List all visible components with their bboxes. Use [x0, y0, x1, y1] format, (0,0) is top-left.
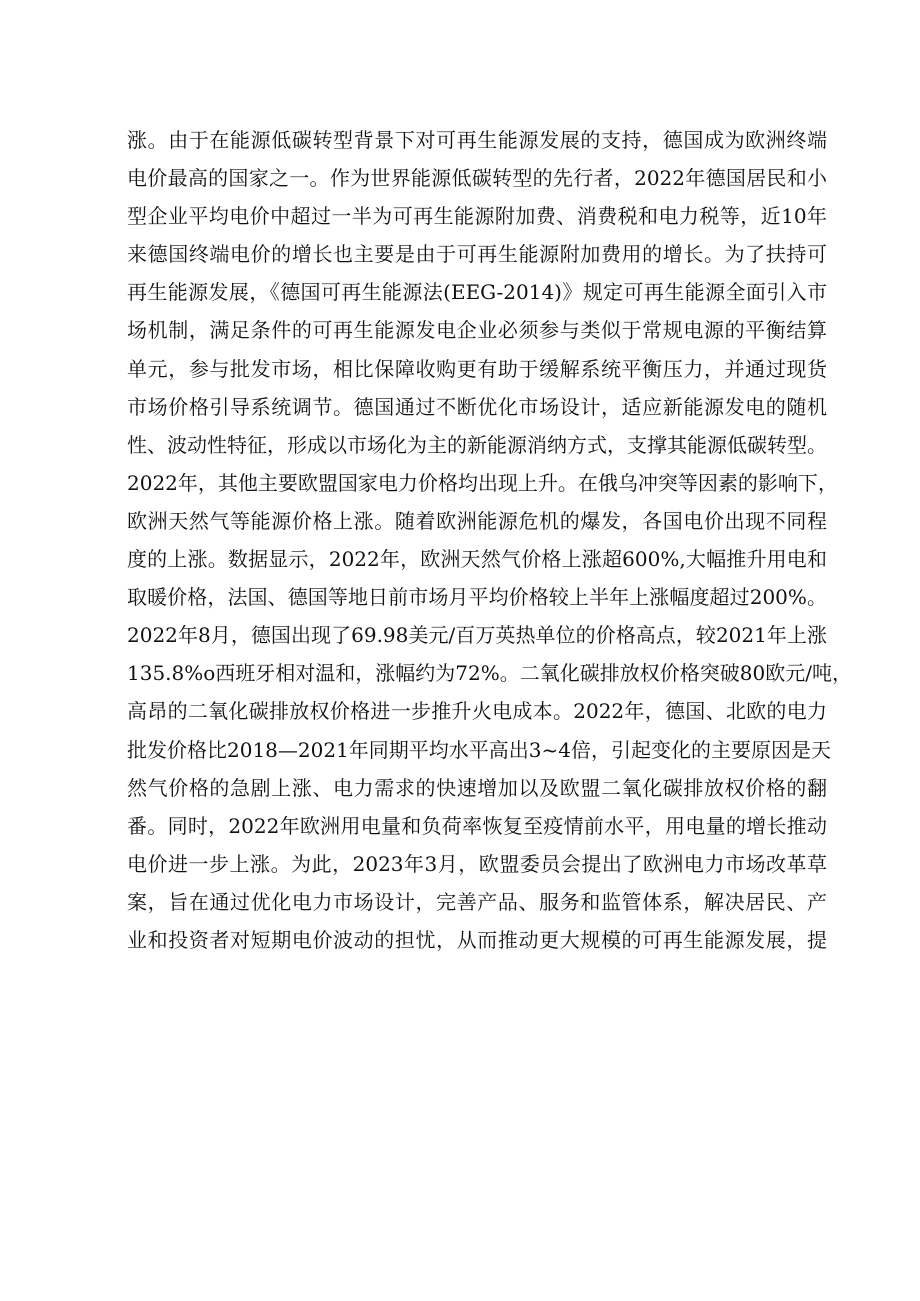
text-line: 场机制，满足条件的可再生能源发电企业必须参与类似于常规电源的平衡结算: [127, 318, 827, 343]
text-line: 度的上涨。数据显示，2022年，欧洲天然气价格上涨超600%,大幅推升用电和: [127, 547, 827, 572]
text-line: 2022年8月，德国出现了69.98美元/百万英热单位的价格高点，较2021年上涨: [127, 623, 827, 648]
text-line: 135.8%o西班牙相对温和，涨幅约为72%。二氧化碳排放权价格突破80欧元/吨，: [127, 661, 852, 686]
text-line: 欧洲天然气等能源价格上涨。随着欧洲能源危机的爆发，各国电价出现不同程: [127, 508, 827, 533]
text-line: 型企业平均电价中超过一半为可再生能源附加费、消费税和电力税等，近10年: [127, 204, 827, 229]
text-line: 2022年，其他主要欧盟国家电力价格均出现上升。在俄乌冲突等因素的影响下，: [127, 470, 838, 495]
text-line: 来德国终端电价的增长也主要是由于可再生能源附加费用的增长。为了扶持可: [127, 242, 827, 267]
text-line: 番。同时，2022年欧洲用电量和负荷率恢复至疫情前水平，用电量的增长推动: [127, 813, 827, 838]
text-line: 取暖价格，法国、德国等地日前市场月平均价格较上半年上涨幅度超过200%。: [127, 585, 827, 610]
text-line: 批发价格比2018—2021年同期平均水平高出3~4倍，引起变化的主要原因是天: [127, 737, 832, 762]
text-line: 再生能源发展，《德国可再生能源法(EEG-2014)》规定可再生能源全面引入市: [127, 280, 827, 305]
text-line: 性、波动性特征，形成以市场化为主的新能源消纳方式，支撑其能源低碳转型。: [127, 432, 827, 457]
body-paragraph: [127, 121, 852, 959]
text-line: 市场价格引导系统调节。德国通过不断优化市场设计，适应新能源发电的随机: [127, 394, 827, 419]
text-line: 涨。由于在能源低碳转型背景下对可再生能源发展的支持，德国成为欧洲终端: [127, 128, 827, 152]
text-line: 高昂的二氧化碳排放权价格进一步推升火电成本。2022年，德国、北欧的电力: [127, 699, 827, 724]
text-line: 电价最高的国家之一。作为世界能源低碳转型的先行者，2022年德国居民和小: [127, 166, 827, 191]
text-line: 业和投资者对短期电价波动的担忧，从而推动更大规模的可再生能源发展，提: [127, 927, 827, 952]
text-line: 单元，参与批发市场，相比保障收购更有助于缓解系统平衡压力，并通过现货: [127, 356, 827, 381]
text-line: 电价进一步上涨。为此，2023年3月，欧盟委员会提出了欧洲电力市场改革草: [127, 851, 827, 876]
text-line: 案，旨在通过优化电力市场设计，完善产品、服务和监管体系，解决居民、产: [127, 889, 827, 914]
text-line: 然气价格的急剧上涨、电力需求的快速增加以及欧盟二氧化碳排放权价格的翻: [127, 775, 827, 800]
